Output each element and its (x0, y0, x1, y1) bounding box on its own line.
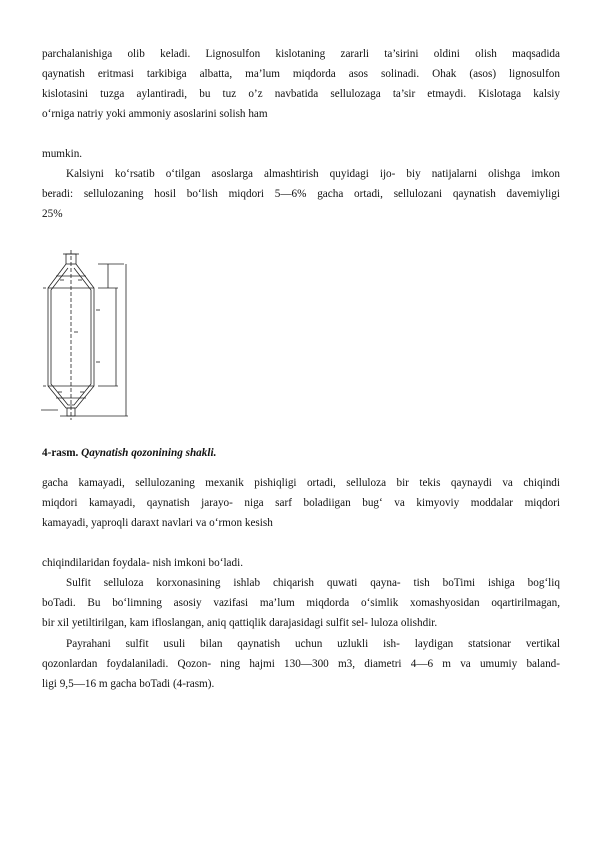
text-line: gacha kamayadi, sellulozaning mexanik pishiqligi ortadi, selluloza bir tekis qaynaydi va chiqindi (42, 477, 560, 489)
text-line: Kalsiyni ko‘rsatib o‘tilgan asoslarga almashtirish quyidagi ijo- biy natijalarni olishga imkon (66, 168, 560, 180)
figure-number: 4-rasm. (42, 447, 79, 459)
boiler-diagram (38, 250, 138, 422)
figure-title: Qaynatish qozonining shakli. (81, 447, 217, 459)
text-line: kamayadi, yaproqli daraxt navlari va o‘rmon kesish (42, 517, 273, 529)
text-line: boTadi. Bu bo‘limning asosiy vazifasi ma’lum miqdorda o‘simlik xomashyosidan oqartirilmagan, (42, 597, 560, 609)
text-line: bir xil yetiltirilgan, kam ifloslangan, aniq qattiqlik darajasidagi sulfit sel- luloza olishdir. (42, 617, 438, 629)
text-line: Sulfit selluloza korxonasining ishlab chiqarish quwati qayna- tish boTimi ishiga bog‘liq (66, 577, 560, 589)
text-line: beradi: sellulozaning hosil bo‘lish miqdori 5—6% gacha ortadi, sellulozani qaynatish davemiyligi (42, 188, 560, 200)
text-line: mumkin. (42, 148, 83, 160)
text-line: chiqindilaridan foydala- nish imkoni bo‘ladi. (42, 557, 244, 569)
text-line: kislotasini tuzga aylantiradi, bu tuz o’z navbatida sellulozaga ta’sir etmaydi. Kislotaga kalsiy (42, 88, 560, 100)
text-line: parchalanishiga olib keladi. Lignosulfon kislotaning zararli ta’sirini oldini olish maqsadida (42, 48, 560, 60)
text-line: Payrahani sulfit usuli bilan qaynatish uchun uzlukli ish- laydigan statsionar vertikal (66, 638, 560, 650)
text-line: miqdori kamayadi, qaynatish jarayo- niga sarf boladiigan bug‘ va kimyoviy moddalar miqdori (42, 497, 560, 509)
text-line: o‘rniga natriy yoki ammoniy asoslarini solish ham (42, 108, 268, 120)
text-line: ligi 9,5—16 m gacha boTadi (4-rasm). (42, 678, 215, 690)
text-line: 25% (42, 208, 63, 220)
figure-caption (42, 443, 216, 463)
text-line: qozonlardan foydalaniladi. Qozon- ning hajmi 130—300 m3, diametri 4—6 m va umumiy baland- (42, 658, 560, 670)
text-line: qaynatish eritmasi tarkibiga albatta, ma’lum miqdorda asos solinadi. Ohak (asos) lignosulfon (42, 68, 560, 80)
